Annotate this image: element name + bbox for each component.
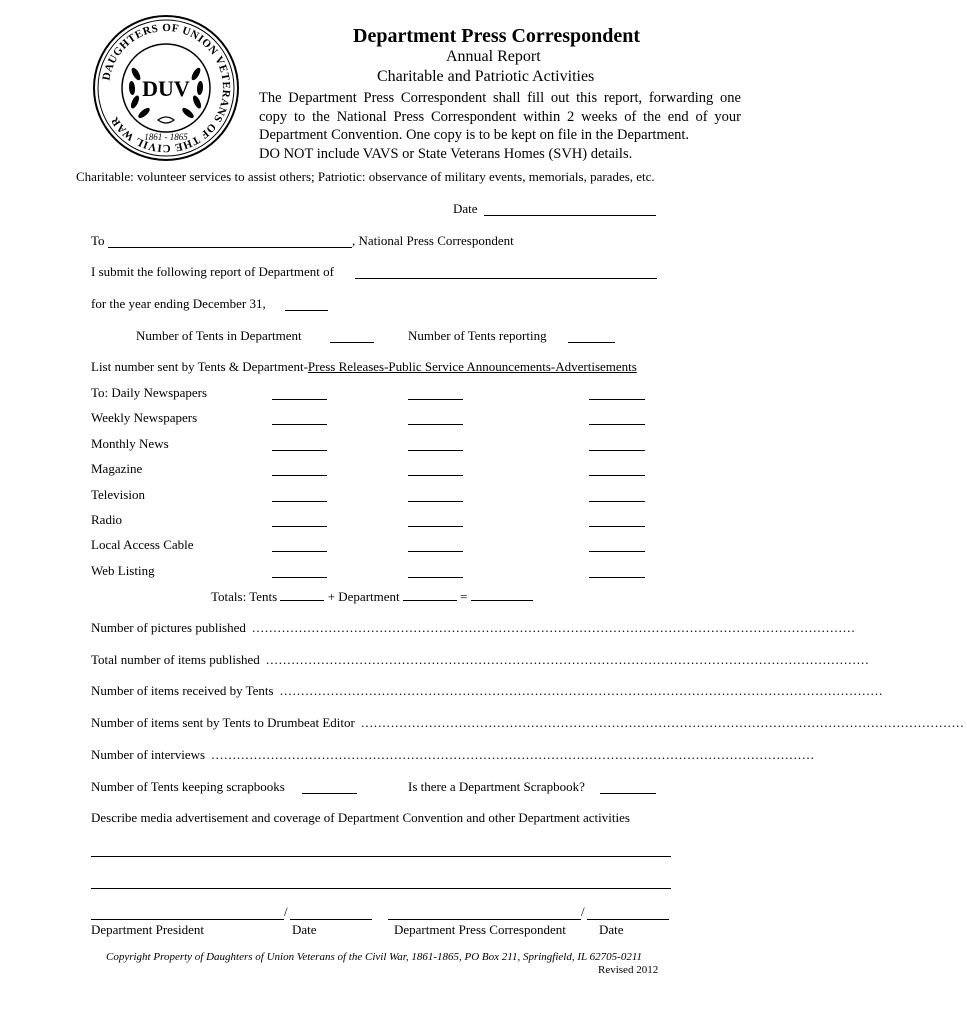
leader-dots: ..............................................................................................................................................: [356, 715, 965, 730]
date-label: Date: [453, 201, 478, 216]
leader-dots: ..............................................................................................................................................: [275, 683, 884, 698]
media-list-intro: [91, 359, 637, 375]
press-releases-count-field[interactable]: [272, 423, 327, 425]
advertisements-count-field[interactable]: [589, 525, 645, 527]
tents-reporting-field[interactable]: [568, 341, 615, 343]
totals-equals: =: [460, 589, 468, 604]
svg-text:DUV: DUV: [142, 76, 190, 101]
press-releases-count-field[interactable]: [272, 576, 327, 578]
intro-line: Department Convention. One copy is to be kept on file in the Department.: [259, 127, 690, 143]
leader-dots: ..............................................................................................................................................: [247, 620, 856, 635]
press-releases-count-field[interactable]: [272, 474, 327, 476]
correspondent-signature-field[interactable]: [388, 918, 581, 920]
report-subtitle: Annual Report: [446, 48, 541, 65]
count-label: Number of items sent by Tents to Drumbeat Editor: [91, 715, 355, 730]
advertisements-count-field[interactable]: [589, 474, 645, 476]
date-field[interactable]: [484, 214, 656, 216]
press-releases-count-field[interactable]: [272, 550, 327, 552]
leader-dots: ..............................................................................................................................................: [207, 747, 815, 762]
correspondent-date-field[interactable]: [587, 918, 669, 920]
scrapbooks-label: Number of Tents keeping scrapbooks: [91, 779, 285, 794]
submit-label: I submit the following report of Department of: [91, 264, 334, 279]
totals-dept-field[interactable]: [403, 599, 457, 601]
psa-count-field[interactable]: [408, 525, 463, 527]
count-label: Number of items received by Tents: [91, 683, 274, 698]
svg-text:DAUGHTERS OF UNION VETERANS OF: DAUGHTERS OF UNION VETERANS OF THE CIVIL WAR: [100, 21, 233, 155]
definition-text: Charitable: volunteer services to assist others; Patriotic: observance of military events, memorials, parades, etc.: [76, 169, 655, 184]
dept-scrapbook-field[interactable]: [600, 792, 656, 794]
intro-line: DO NOT include VAVS or State Veterans Homes (SVH) details.: [259, 145, 633, 162]
psa-count-field[interactable]: [408, 550, 463, 552]
media-row-label: Monthly News: [91, 436, 169, 451]
count-label: Total number of items published: [91, 652, 260, 667]
date-label-2: Date: [599, 922, 624, 937]
count-label: Number of pictures published: [91, 620, 246, 635]
describe-label: Describe media advertisement and coverage of Department Convention and other Department activities: [91, 810, 630, 825]
tents-in-dept-label: Number of Tents in Department: [136, 328, 302, 343]
advertisements-count-field[interactable]: [589, 576, 645, 578]
press-releases-count-field[interactable]: [272, 449, 327, 451]
advertisements-count-field[interactable]: [589, 550, 645, 552]
describe-field-line-1[interactable]: [91, 855, 671, 857]
correspondent-label: Department Press Correspondent: [394, 922, 566, 937]
media-intro-underlined: Press Releases-Public Service Announcements-Advertisements: [307, 359, 637, 374]
slash: /: [581, 904, 585, 919]
to-suffix: , National Press Correspondent: [352, 233, 514, 248]
intro-paragraph: [259, 89, 741, 163]
year-label: for the year ending December 31,: [91, 296, 266, 311]
year-field[interactable]: [285, 309, 328, 311]
psa-count-field[interactable]: [408, 474, 463, 476]
advertisements-count-field[interactable]: [589, 449, 645, 451]
totals-tents-field[interactable]: [280, 599, 324, 601]
president-label: Department President: [91, 922, 204, 937]
department-name-field[interactable]: [355, 277, 657, 279]
media-row-label: Weekly Newspapers: [91, 410, 198, 425]
psa-count-field[interactable]: [408, 423, 463, 425]
media-row-label: Television: [91, 487, 145, 502]
report-category: Charitable and Patriotic Activities: [377, 68, 595, 85]
count-row-items-received: [91, 683, 884, 699]
scrapbooks-field[interactable]: [302, 792, 357, 794]
advertisements-count-field[interactable]: [589, 423, 645, 425]
media-row-label: Local Access Cable: [91, 537, 194, 552]
advertisements-count-field[interactable]: [589, 398, 645, 400]
press-releases-count-field[interactable]: [272, 525, 327, 527]
president-signature-field[interactable]: [91, 918, 284, 920]
svg-text:1861 - 1865: 1861 - 1865: [144, 132, 188, 142]
totals-label: Totals: Tents: [211, 589, 278, 604]
psa-count-field[interactable]: [408, 500, 463, 502]
tents-in-dept-field[interactable]: [330, 341, 374, 343]
media-row-label: To: Daily Newspapers: [91, 385, 208, 400]
duv-seal-logo: [92, 14, 240, 162]
press-releases-count-field[interactable]: [272, 398, 327, 400]
date-label-1: Date: [292, 922, 317, 937]
intro-line: copy to the National Press Correspondent within 2 weeks of the end of your: [259, 108, 741, 125]
totals-row: [211, 589, 533, 605]
count-row-interviews: [91, 747, 815, 763]
leader-dots: ..............................................................................................................................................: [261, 652, 870, 667]
media-intro-text: List number sent by Tents & Department-: [91, 359, 308, 374]
count-row-pictures: [91, 620, 856, 636]
count-row-items-sent: [91, 715, 965, 731]
to-label: To: [91, 233, 105, 248]
page-title: Department Press Correspondent: [353, 25, 641, 47]
psa-count-field[interactable]: [408, 398, 463, 400]
media-row-label: Web Listing: [91, 563, 155, 578]
count-label: Number of interviews: [91, 747, 206, 762]
describe-field-line-2[interactable]: [91, 887, 671, 889]
national-correspondent-name-field[interactable]: [108, 246, 352, 248]
advertisements-count-field[interactable]: [589, 500, 645, 502]
totals-sum-field[interactable]: [471, 599, 533, 601]
revised-text: Revised 2012: [598, 964, 659, 976]
president-date-field[interactable]: [290, 918, 372, 920]
slash: /: [284, 904, 288, 919]
media-row-label: Radio: [91, 512, 123, 527]
count-row-items-published: [91, 652, 870, 668]
dept-scrapbook-label: Is there a Department Scrapbook?: [408, 779, 585, 794]
media-row-label: Magazine: [91, 461, 143, 476]
psa-count-field[interactable]: [408, 576, 463, 578]
totals-plus: + Department: [327, 589, 400, 604]
tents-reporting-label: Number of Tents reporting: [408, 328, 547, 343]
press-releases-count-field[interactable]: [272, 500, 327, 502]
intro-line: The Department Press Correspondent shall fill out this report, forwarding one: [259, 90, 741, 106]
psa-count-field[interactable]: [408, 449, 463, 451]
copyright-text: Copyright Property of Daughters of Union Veterans of the Civil War, 1861-1865, PO Box 211, Springfield, IL 62705-0211: [106, 951, 643, 963]
